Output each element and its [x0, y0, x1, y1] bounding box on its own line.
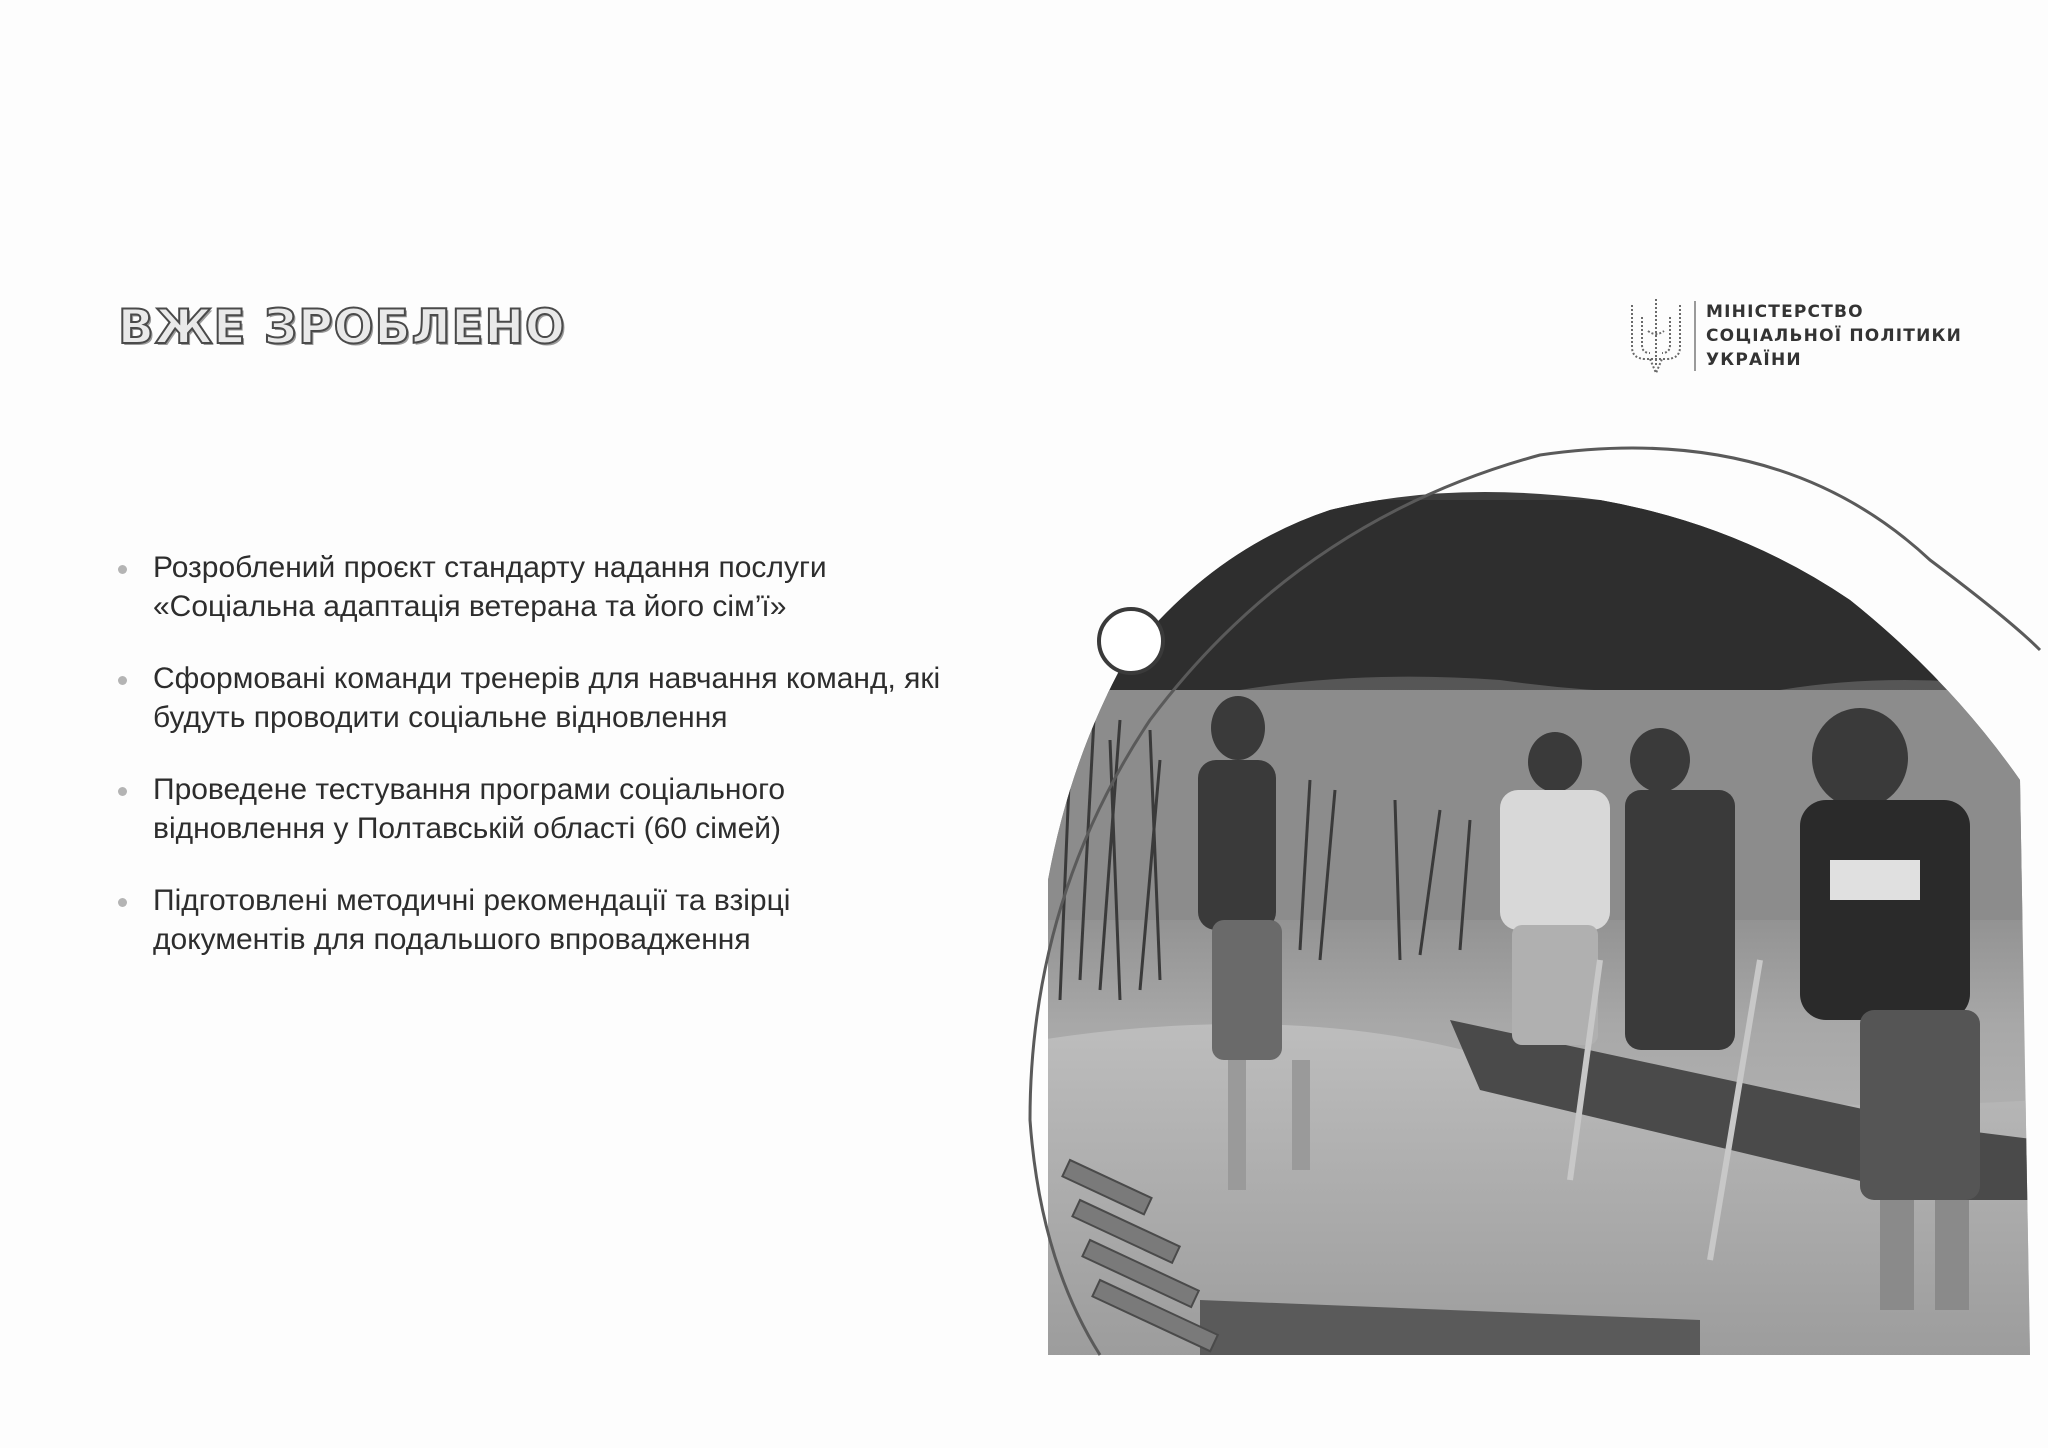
page-title: ВЖЕ ЗРОБЛЕНО	[118, 300, 566, 355]
list-item-text: Проведене тестування програми соціального відновлення у Полтавській області (60 сімей)	[153, 773, 786, 845]
ministry-name-line-1: МІНІСТЕРСТВО	[1706, 302, 1864, 322]
list-item-text: Розроблений проєкт стандарту надання послуги «Соціальна адаптація ветерана та його сім’ї»	[153, 551, 827, 623]
list-item-text: Сформовані команди тренерів для навчання команд, які будуть проводити соціальне відновлення	[153, 662, 941, 734]
ring-node-icon	[1099, 609, 1163, 673]
veterans-by-river-boat-photo	[1040, 480, 2040, 1360]
list-item-text: Підготовлені методичні рекомендації та взірці документів для подальшого впровадження	[153, 884, 791, 956]
ministry-name-line-2: СОЦІАЛЬНОЇ ПОЛІТИКИ	[1706, 326, 1963, 346]
ministry-name-line-3: УКРАЇНИ	[1706, 350, 1802, 370]
